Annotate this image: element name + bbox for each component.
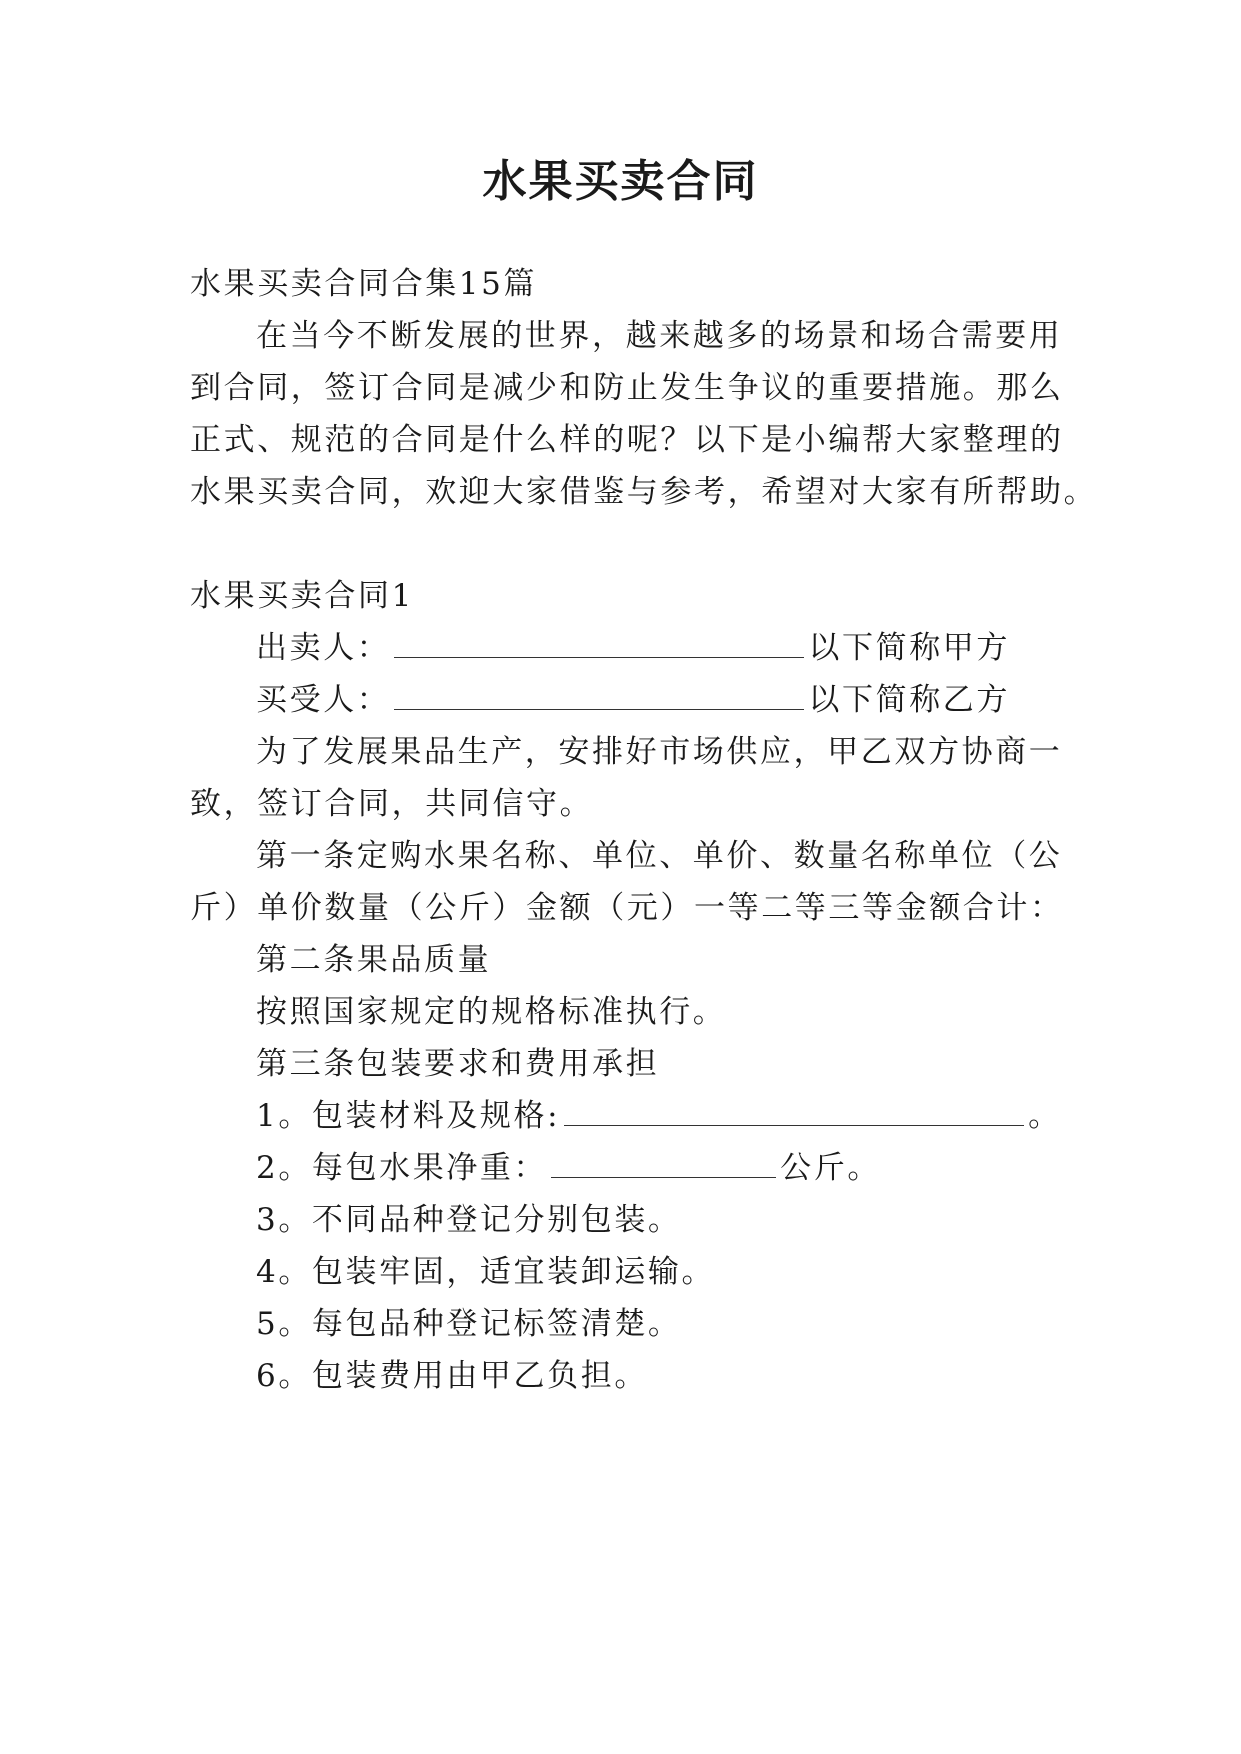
item1-end: 。 — [1028, 1098, 1062, 1134]
preamble-line-1: 为了发展果品生产，安排好市场供应，甲乙双方协商一 — [256, 734, 1063, 770]
seller-suffix: 以下简称甲方 — [808, 630, 1011, 666]
buyer-label: 买受人： — [256, 682, 391, 718]
contract1-heading: 水果买卖合同1 — [190, 578, 414, 614]
item2-blank — [551, 1147, 776, 1178]
buyer-line — [256, 678, 1010, 722]
article1-line-1: 第一条定购水果名称、单位、单价、数量名称单位（公 — [256, 838, 1063, 874]
article2-title: 第二条果品质量 — [256, 942, 492, 978]
buyer-blank — [394, 679, 804, 710]
preamble-line-2: 致，签订合同，共同信守。 — [190, 786, 594, 822]
seller-line — [256, 626, 1010, 670]
item3-line: 3。不同品种登记分别包装。 — [256, 1202, 682, 1238]
intro-line-4: 水果买卖合同，欢迎大家借鉴与参考，希望对大家有所帮助。 — [190, 474, 1098, 510]
item1-blank — [564, 1095, 1024, 1126]
article2-body: 按照国家规定的规格标准执行。 — [256, 994, 727, 1030]
document-title: 水果买卖合同 — [482, 156, 759, 207]
collection-heading: 水果买卖合同合集15篇 — [190, 266, 538, 302]
item5-line: 5。每包品种登记标签清楚。 — [256, 1306, 682, 1342]
item4-line: 4。包装牢固，适宜装卸运输。 — [256, 1254, 716, 1290]
item2-label: 2。每包水果净重： — [256, 1150, 548, 1186]
item2-line — [256, 1146, 881, 1190]
intro-line-3: 正式、规范的合同是什么样的呢？以下是小编帮大家整理的 — [190, 422, 1064, 458]
item1-line — [256, 1094, 1062, 1138]
item6-line: 6。包装费用由甲乙负担。 — [256, 1358, 648, 1394]
article3-title: 第三条包装要求和费用承担 — [256, 1046, 660, 1082]
intro-line-1: 在当今不断发展的世界，越来越多的场景和场合需要用 — [256, 318, 1063, 354]
item1-label: 1。包装材料及规格: — [256, 1098, 561, 1134]
seller-label: 出卖人： — [256, 630, 391, 666]
article1-line-2: 斤）单价数量（公斤）金额（元）一等二等三等金额合计： — [190, 890, 1064, 926]
buyer-suffix: 以下简称乙方 — [808, 682, 1011, 718]
intro-line-2: 到合同，签订合同是减少和防止发生争议的重要措施。那么 — [190, 370, 1064, 406]
item2-end: 公斤。 — [780, 1150, 881, 1186]
seller-blank — [394, 627, 804, 658]
